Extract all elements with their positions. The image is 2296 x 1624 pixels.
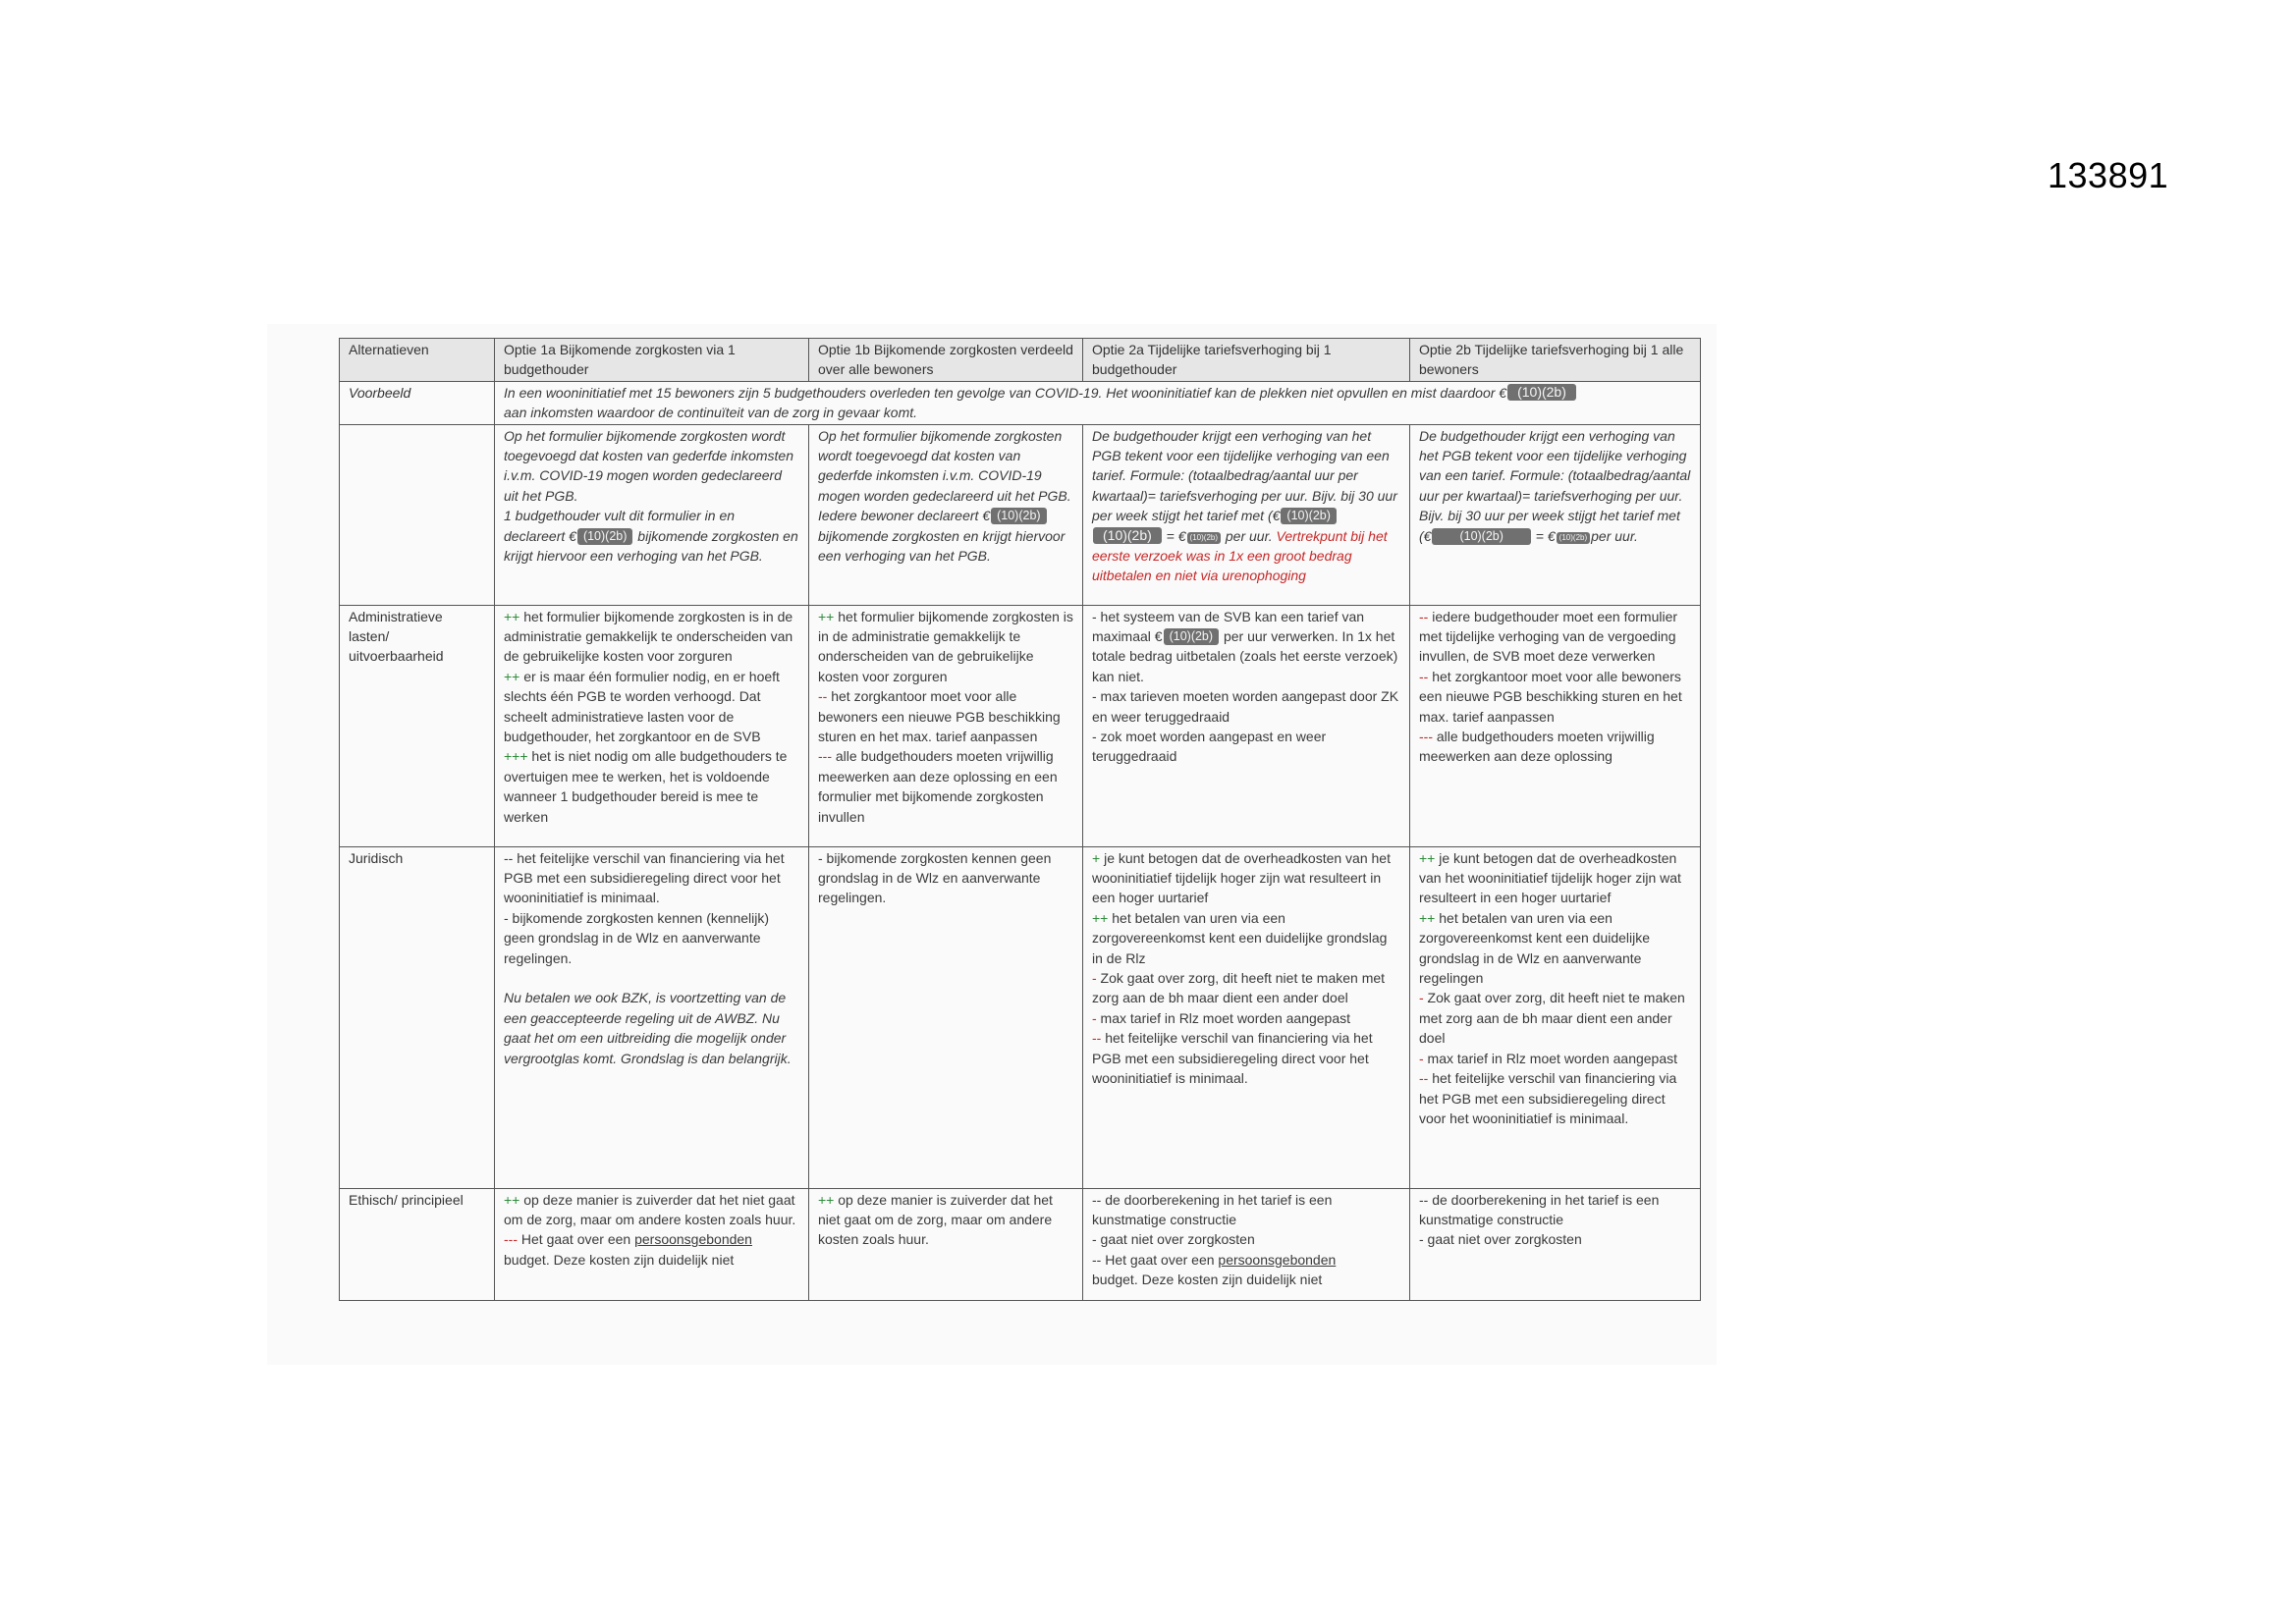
juridisch-1a-note: Nu betalen we ook BZK, is voortzetting van de een geaccepteerde regeling uit de AWBZ. Nu gaat het om een uitbreiding die mogelijk onder vergrootglas komt. Grondslag is dan belangrijk.	[504, 990, 792, 1066]
example-option-2b	[1410, 424, 1701, 605]
redaction-mark: (10)(2b)	[1164, 628, 1219, 645]
plus-sign: ++	[1419, 909, 1436, 926]
juridisch-1a-text-a: -- het feitelijke verschil van financiering via het PGB met een subsidieregeling direct voor het wooninitiatief is minimaal.	[504, 849, 785, 906]
item-text: max tarief in Rlz moet worden aangepast	[1423, 1050, 1678, 1066]
minus-sign: --	[1419, 608, 1429, 624]
ethisch-option-1b	[809, 1188, 1083, 1300]
item-text: het is niet nodig om alle budgethouders te overtuigen mee te werken, het is voldoende wanneer 1 budgethouder bereid is mee te werken	[504, 748, 788, 825]
ethisch-option-2a	[1083, 1188, 1410, 1300]
example-2a-text: De budgethouder krijgt een verhoging van het PGB tekent voor een tijdelijke verhoging van een tarief. Formule: (totaalbedrag/aantal uur per kwartaal)= tariefsverhoging per uur. Bijv. bij 30 uur per week stijgt het tarief met (€	[1092, 427, 1397, 524]
item-text: het zorgkantoor moet voor alle bewoners een nieuwe PGB beschikking sturen en het max. tarief aanpassen	[818, 688, 1061, 745]
admin-2a-text-c: - max tarieven moeten worden aangepast door ZK en weer teruggedraaid	[1092, 688, 1399, 725]
redaction-mark: (10)(2b)	[1187, 532, 1221, 544]
minus-sign: -	[1092, 970, 1097, 987]
document-number: 133891	[2048, 155, 2169, 195]
minus-sign: ---	[818, 748, 832, 765]
juridisch-option-2a	[1083, 846, 1410, 1188]
plus-sign: +	[1092, 849, 1101, 866]
voorbeeld-text	[495, 381, 1701, 424]
ethisch-option-2b	[1410, 1188, 1701, 1300]
plus-sign: ++	[1092, 909, 1109, 926]
admin-1b-item	[818, 609, 1073, 684]
admin-1b-item	[818, 748, 1058, 824]
juridisch-row	[340, 846, 1701, 1188]
juridisch-option-1a	[495, 846, 809, 1188]
ethisch-1a-text-a: op deze manier is zuiverder dat het niet gaat om de zorg, maar om andere kosten zoals huur.	[504, 1191, 796, 1228]
plus-sign: +++	[504, 748, 528, 765]
minus-sign: ---	[504, 1231, 518, 1248]
redaction-mark: (10)(2b)	[991, 508, 1046, 524]
example-1a-text-c: bijkomende zorgkosten en krijgt hiervoor een verhoging van het PGB.	[504, 527, 798, 565]
ethisch-1a-underlined: persoonsgebonden	[634, 1231, 752, 1248]
example-row	[340, 424, 1701, 605]
admin-2b-item	[1419, 729, 1655, 764]
plus-sign: ++	[1419, 849, 1436, 866]
admin-2a-text-b: per uur verwerken. In 1x het totale bedrag uitbetalen (zoals het eerste verzoek) kan niet.	[1092, 628, 1398, 684]
plus-sign: ++	[504, 1191, 520, 1208]
admin-option-1b	[809, 605, 1083, 846]
item-text: alle budgethouders moeten vrijwillig meewerken aan deze oplossing en een formulier met bijkomende zorgkosten invullen	[818, 748, 1058, 825]
header-option-2a: Optie 2a Tijdelijke tariefsverhoging bij 1 budgethouder	[1083, 339, 1410, 382]
juridisch-2a-item	[1092, 970, 1385, 1005]
voorbeeld-row	[340, 381, 1701, 424]
example-2a-note: Vertrekpunt bij het eerste verzoek was in 1x een groot bedrag uitbetalen en niet via urenophoging	[1092, 527, 1388, 584]
juridisch-option-2b	[1410, 846, 1701, 1188]
juridisch-2b-item	[1419, 990, 1685, 1046]
item-text: het betalen van uren via een zorgovereenkomst kent een duidelijke grondslag in de Wlz en aanverwante regelingen	[1419, 909, 1651, 987]
item-text: het zorgkantoor moet voor alle bewoners een nieuwe PGB beschikking sturen en het max. tarief aanpassen	[1419, 668, 1682, 725]
example-1b-text-c: bijkomende zorgkosten en krijgt hiervoor een verhoging van het PGB.	[818, 527, 1066, 565]
minus-sign: ---	[1419, 729, 1433, 745]
admin-2a-text-d: - zok moet worden aangepast en weer teruggedraaid	[1092, 729, 1327, 765]
ethisch-row	[340, 1188, 1701, 1300]
admin-1a-item	[504, 609, 793, 665]
row-label-admin: Administratieve lasten/ uitvoerbaarheid	[340, 605, 495, 846]
juridisch-2a-item	[1092, 1030, 1373, 1086]
item-text: het feitelijke verschil van financiering via het PGB met een subsidieregeling direct voor het wooninitiatief is minimaal.	[1092, 1030, 1373, 1087]
example-option-1b	[809, 424, 1083, 605]
example-1b-text-b: Iedere bewoner declareert €	[818, 508, 991, 524]
item-text: het feitelijke verschil van financiering via het PGB met een subsidieregeling direct voor het wooninitiatief is minimaal.	[1419, 1070, 1677, 1126]
example-1b-text: Op het formulier bijkomende zorgkosten wordt toegevoegd dat kosten van gederfde inkomsten i.v.m. COVID-19 mogen worden gedeclareerd uit het PGB.	[818, 427, 1071, 504]
item-text: het formulier bijkomende zorgkosten is in de administratie gemakkelijk te onderscheiden van de gebruikelijke kosten voor zorguren	[818, 608, 1073, 684]
juridisch-2b-item	[1419, 850, 1681, 906]
admin-option-1a	[495, 605, 809, 846]
ethisch-option-1a	[495, 1188, 809, 1300]
item-text: het betalen van uren via een zorgovereenkomst kent een duidelijke grondslag in de Rlz	[1092, 909, 1388, 966]
example-row-label-empty	[340, 424, 495, 605]
table-header-row	[340, 339, 1701, 382]
example-2b-eq: = €	[1531, 527, 1556, 544]
redaction-mark: (10)(2b)	[1093, 527, 1162, 544]
juridisch-option-1b: - bijkomende zorgkosten kennen geen grondslag in de Wlz en aanverwante regelingen.	[809, 846, 1083, 1188]
ethisch-1b-text: op deze manier is zuiverder dat het niet gaat om de zorg, maar om andere kosten zoals huur.	[818, 1191, 1053, 1248]
juridisch-2a-item	[1092, 850, 1391, 906]
header-option-1b: Optie 1b Bijkomende zorgkosten verdeeld over alle bewoners	[809, 339, 1083, 382]
plus-sign: ++	[504, 668, 520, 684]
row-label-voorbeeld: Voorbeeld	[340, 381, 495, 424]
header-alternatieven: Alternatieven	[340, 339, 495, 382]
header-option-2b: Optie 2b Tijdelijke tariefsverhoging bij 1 alle bewoners	[1410, 339, 1701, 382]
example-2a-eq: = €	[1162, 527, 1186, 544]
options-comparison-table	[339, 338, 1701, 1301]
juridisch-2a-item	[1092, 1010, 1350, 1026]
ethisch-2a-text-a: -- de doorberekening in het tarief is een kunstmatige constructie	[1092, 1191, 1333, 1228]
redaction-mark: (10)(2b)	[1507, 384, 1576, 401]
redaction-mark: (10)(2b)	[1557, 532, 1590, 544]
item-text: Zok gaat over zorg, dit heeft niet te maken met zorg aan de bh maar dient een ander doel	[1092, 970, 1386, 1006]
redaction-mark: (10)(2b)	[577, 528, 632, 545]
juridisch-2a-item	[1092, 910, 1387, 966]
plus-sign: ++	[818, 1191, 835, 1208]
voorbeeld-text-a: In een wooninitiatief met 15 bewoners zijn 5 budgethouders overleden ten gevolge van COVID-19. Het wooninitiatief kan de plekken niet opvullen en mist daardoor €	[504, 384, 1507, 401]
plus-sign: ++	[818, 608, 835, 624]
admin-1a-item	[504, 669, 780, 744]
admin-1b-item	[818, 688, 1061, 744]
item-text: alle budgethouders moeten vrijwillig meewerken aan deze oplossing	[1419, 729, 1655, 765]
juridisch-2b-item	[1419, 1051, 1677, 1066]
item-text: je kunt betogen dat de overheadkosten van het wooninitiatief tijdelijk hoger zijn wat resulteert in een hoger uurtarief	[1092, 849, 1391, 906]
admin-2a-text-a: - het systeem van de SVB kan een tarief van maximaal €	[1092, 608, 1365, 645]
minus-sign: --	[1092, 1030, 1102, 1047]
admin-option-2a	[1083, 605, 1410, 846]
example-2a-text-b: per uur.	[1222, 527, 1277, 544]
item-text: je kunt betogen dat de overheadkosten van het wooninitiatief tijdelijk hoger zijn wat resulteert in een hoger uurtarief	[1419, 849, 1681, 906]
row-label-juridisch: Juridisch	[340, 846, 495, 1188]
ethisch-2a-text-b: - gaat niet over zorgkosten	[1092, 1231, 1255, 1248]
redaction-mark: (10)(2b)	[1432, 528, 1530, 545]
item-text: max tarief in Rlz moet worden aangepast	[1096, 1009, 1351, 1026]
minus-sign: -	[1092, 1009, 1097, 1026]
minus-sign: --	[818, 688, 828, 705]
row-label-ethisch: Ethisch/ principieel	[340, 1188, 495, 1300]
ethisch-2b-text-a: -- de doorberekening in het tarief is een kunstmatige constructie	[1419, 1191, 1660, 1228]
admin-2b-item	[1419, 669, 1682, 725]
ethisch-2a-text-c: -- Het gaat over een	[1092, 1251, 1219, 1268]
voorbeeld-text-b: aan inkomsten waardoor de continuïteit van de zorg in gevaar komt.	[504, 405, 918, 421]
juridisch-2b-item	[1419, 910, 1650, 986]
admin-2b-item	[1419, 609, 1677, 665]
plus-sign: ++	[504, 608, 520, 624]
juridisch-2b-item	[1419, 1070, 1676, 1126]
redaction-mark: (10)(2b)	[1281, 508, 1336, 524]
example-2b-text: De budgethouder krijgt een verhoging van het PGB tekent voor een tijdelijke verhoging van een tarief. Formule: (totaalbedrag/aantal uur per kwartaal)= tariefsverhoging per uur. Bijv. bij 30 uur per week stijgt het tarief met (€	[1419, 427, 1691, 544]
admin-option-2b	[1410, 605, 1701, 846]
example-2b-text-b: per uur.	[1591, 527, 1638, 544]
admin-row	[340, 605, 1701, 846]
ethisch-2a-text-d: budget. Deze kosten zijn duidelijk niet	[1092, 1272, 1323, 1288]
item-text: er is maar één formulier nodig, en er hoeft slechts één PGB te worden verhoogd. Dat scheelt administratieve lasten voor de budgethouder, het zorgkantoor en de SVB	[504, 668, 780, 745]
example-option-2a	[1083, 424, 1410, 605]
ethisch-1a-text-c: budget. Deze kosten zijn duidelijk niet	[504, 1251, 735, 1268]
minus-sign: --	[1419, 1070, 1429, 1087]
header-option-1a: Optie 1a Bijkomende zorgkosten via 1 budgethouder	[495, 339, 809, 382]
ethisch-1a-text-b: Het gaat over een	[518, 1231, 635, 1248]
minus-sign: -	[1419, 990, 1424, 1006]
example-option-1a	[495, 424, 809, 605]
item-text: iedere budgethouder moet een formulier met tijdelijke verhoging van de vergoeding invullen, de SVB moet deze verwerken	[1419, 608, 1678, 665]
minus-sign: -	[1419, 1050, 1424, 1066]
example-1a-text-b: 1 budgethouder vult dit formulier in en declareert €	[504, 508, 736, 544]
example-1a-text: Op het formulier bijkomende zorgkosten wordt toegevoegd dat kosten van gederfde inkomsten i.v.m. COVID-19 mogen worden gedeclareerd uit het PGB.	[504, 427, 793, 504]
minus-sign: --	[1419, 668, 1429, 684]
juridisch-1a-text-b: - bijkomende zorgkosten kennen (kennelijk) geen grondslag in de Wlz en aanverwante regelingen.	[504, 909, 770, 966]
item-text: Zok gaat over zorg, dit heeft niet te maken met zorg aan de bh maar dient een ander doel	[1419, 990, 1685, 1047]
ethisch-2a-underlined: persoonsgebonden	[1218, 1251, 1337, 1268]
ethisch-2b-text-b: - gaat niet over zorgkosten	[1419, 1231, 1582, 1248]
item-text: het formulier bijkomende zorgkosten is in de administratie gemakkelijk te onderscheiden van de gebruikelijke kosten voor zorguren	[504, 608, 793, 665]
admin-1a-item	[504, 748, 787, 824]
